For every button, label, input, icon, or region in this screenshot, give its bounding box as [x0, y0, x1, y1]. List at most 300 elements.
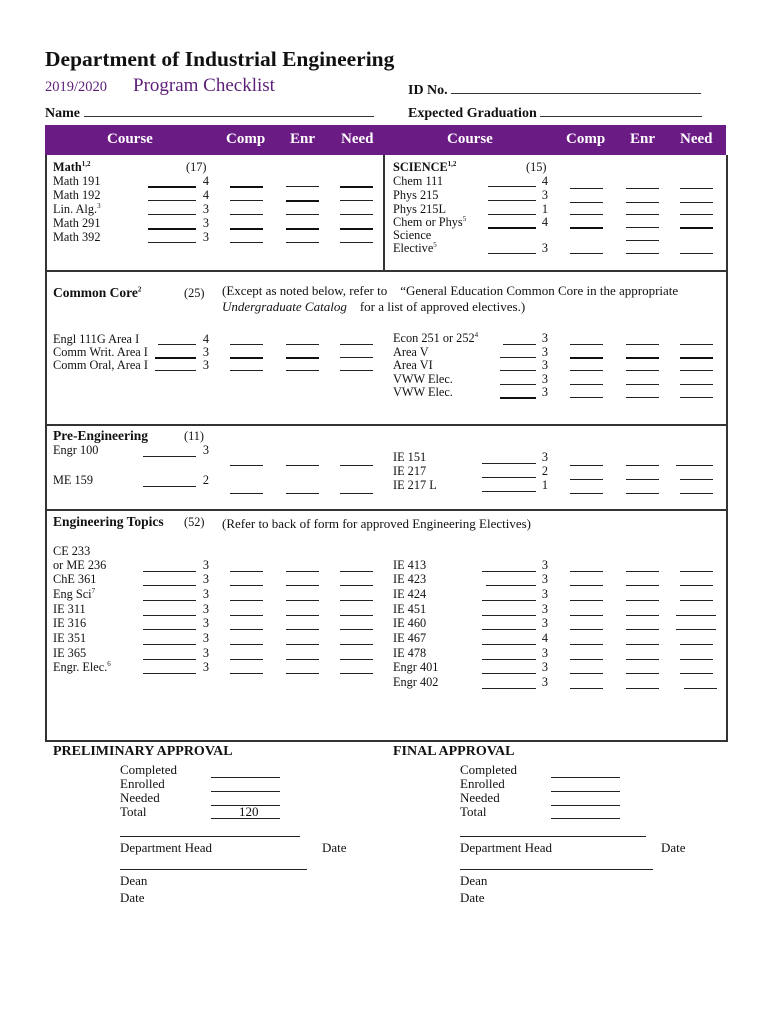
core-credits: 3 — [202, 358, 209, 372]
eng-credits: 3 — [541, 602, 548, 616]
enr-blank[interactable] — [286, 214, 319, 215]
comp-blank[interactable] — [230, 600, 263, 601]
enr-blank[interactable] — [626, 202, 659, 203]
comp-blank[interactable] — [230, 214, 263, 215]
grade-blank[interactable] — [488, 227, 536, 229]
grade-blank[interactable] — [143, 571, 196, 572]
comp-blank[interactable] — [230, 344, 263, 345]
section-divider — [45, 424, 726, 426]
math-course: Math 392 — [53, 230, 101, 244]
comp-blank[interactable] — [570, 397, 603, 398]
enr-blank[interactable] — [286, 465, 319, 466]
pre-eng-course: IE 217 — [393, 464, 427, 478]
enr-blank[interactable] — [626, 370, 659, 371]
eng-credits: 3 — [541, 558, 548, 572]
comp-blank[interactable] — [570, 465, 603, 466]
eng-credits: 3 — [202, 587, 209, 601]
math-course: Math 291 — [53, 216, 101, 230]
final-completed-label: Completed — [460, 762, 518, 777]
need-blank[interactable] — [340, 615, 373, 616]
eng-course: Engr 401 — [393, 660, 439, 674]
column-divider — [383, 155, 385, 270]
need-blank[interactable] — [680, 479, 713, 480]
comp-blank[interactable] — [570, 629, 603, 630]
core-credits: 3 — [541, 331, 548, 345]
eng-credits: 3 — [202, 616, 209, 630]
need-blank[interactable] — [340, 242, 373, 243]
grade-blank[interactable] — [148, 242, 196, 243]
final-needed-field[interactable] — [551, 805, 620, 806]
grade-blank[interactable] — [482, 463, 536, 464]
enr-blank[interactable] — [626, 240, 659, 241]
comp-blank[interactable] — [570, 585, 603, 586]
pre-eng-credits: 2 — [541, 464, 548, 478]
enr-blank[interactable] — [286, 585, 319, 586]
science-course: Phys 215L — [393, 202, 446, 216]
grade-blank[interactable] — [488, 253, 536, 254]
math-credits: 3 — [202, 202, 209, 216]
id-label: ID No. — [408, 83, 448, 98]
core-course: Comm Writ. Area I — [53, 345, 148, 359]
eng-course: IE 316 — [53, 616, 87, 630]
eng-course: Engr 402 — [393, 675, 439, 689]
need-blank[interactable] — [340, 186, 373, 188]
comp-blank[interactable] — [230, 615, 263, 616]
comp-blank[interactable] — [570, 659, 603, 660]
eng-credits: 3 — [541, 660, 548, 674]
prelim-dean-date-label: Date — [120, 890, 145, 905]
grade-blank[interactable] — [482, 673, 536, 674]
enr-blank[interactable] — [626, 188, 659, 189]
comp-blank[interactable] — [570, 615, 603, 616]
common-core-heading: Common Core$^2$ — [53, 285, 142, 300]
comp-blank[interactable] — [570, 344, 603, 345]
need-blank[interactable] — [680, 397, 713, 398]
science-course: Chem 111 — [393, 174, 443, 188]
science-credits: 1 — [541, 202, 548, 216]
eng-course: CE 233 — [53, 544, 91, 558]
grade-blank[interactable] — [148, 186, 196, 188]
grade-blank[interactable] — [482, 644, 536, 645]
final-needed-label: Needed — [460, 790, 500, 805]
enr-blank[interactable] — [626, 615, 659, 616]
enr-blank[interactable] — [286, 615, 319, 616]
enr-blank[interactable] — [286, 659, 319, 660]
comp-blank[interactable] — [230, 242, 263, 243]
core-course: Engl 111G Area I — [53, 332, 140, 346]
grade-blank[interactable] — [482, 600, 536, 601]
prelim-needed-label: Needed — [120, 790, 160, 805]
need-blank[interactable] — [680, 253, 713, 254]
enr-blank[interactable] — [626, 384, 659, 385]
eng-course: IE 311 — [53, 602, 86, 616]
grade-blank[interactable] — [148, 214, 196, 215]
grade-blank[interactable] — [482, 615, 536, 616]
enr-blank[interactable] — [626, 659, 659, 660]
need-blank[interactable] — [340, 600, 373, 601]
expected-graduation-label: Expected Graduation — [408, 106, 537, 121]
need-blank[interactable] — [680, 357, 713, 359]
comp-blank[interactable] — [570, 202, 603, 203]
enr-blank[interactable] — [626, 493, 659, 494]
need-blank[interactable] — [680, 600, 713, 601]
page-title: Department of Industrial Engineering — [45, 47, 395, 71]
id-field[interactable] — [408, 80, 701, 99]
need-blank[interactable] — [684, 688, 717, 689]
core-course: Econ 251 or $252^4$ — [393, 330, 479, 345]
enr-blank[interactable] — [286, 357, 319, 359]
enr-blank[interactable] — [286, 242, 319, 243]
grade-blank[interactable] — [143, 644, 196, 645]
comp-blank[interactable] — [230, 200, 263, 201]
eng-credits: 3 — [202, 602, 209, 616]
core-credits: 3 — [541, 385, 548, 399]
grade-blank[interactable] — [143, 456, 196, 457]
prelim-enrolled-field[interactable] — [211, 791, 280, 792]
enr-blank[interactable] — [286, 228, 319, 230]
pre-eng-course: ME 159 — [53, 473, 93, 487]
math-course: Math 192 — [53, 188, 101, 202]
need-blank[interactable] — [680, 214, 713, 215]
need-blank[interactable] — [680, 644, 713, 645]
comp-blank[interactable] — [570, 227, 603, 229]
need-blank[interactable] — [340, 344, 373, 345]
col-comp-left: Comp — [226, 131, 266, 147]
enr-blank[interactable] — [286, 629, 319, 630]
comp-blank[interactable] — [230, 585, 263, 586]
final-dept-head-label: Department Head — [460, 840, 553, 855]
grade-blank[interactable] — [143, 615, 196, 616]
math-credits: 3 — [202, 230, 209, 244]
final-enrolled-label: Enrolled — [460, 776, 505, 791]
eng-credits: 3 — [541, 616, 548, 630]
enr-blank[interactable] — [626, 688, 659, 689]
grade-blank[interactable] — [143, 486, 196, 487]
academic-year: 2019/2020 — [45, 79, 108, 95]
need-blank[interactable] — [680, 188, 713, 189]
comp-blank[interactable] — [570, 370, 603, 371]
enr-blank[interactable] — [286, 344, 319, 345]
prelim-total-value: 120 — [239, 804, 259, 819]
enr-blank[interactable] — [626, 571, 659, 572]
eng-credits: 3 — [202, 572, 209, 586]
pre-engineering-heading: Pre-Engineering — [53, 428, 148, 443]
col-need-left: Need — [341, 131, 374, 147]
comp-blank[interactable] — [570, 571, 603, 572]
comp-blank[interactable] — [570, 673, 603, 674]
grade-blank[interactable] — [482, 477, 536, 478]
grade-blank[interactable] — [155, 370, 196, 371]
eng-credits: 3 — [202, 646, 209, 660]
col-enr-left: Enr — [290, 131, 316, 147]
core-credits: 3 — [541, 358, 548, 372]
grade-blank[interactable] — [143, 659, 196, 660]
comp-blank[interactable] — [570, 357, 603, 359]
need-blank[interactable] — [680, 370, 713, 371]
need-blank[interactable] — [340, 370, 373, 371]
pre-eng-credits: 2 — [202, 473, 209, 487]
eng-course: IE 423 — [393, 572, 427, 586]
science-credits: 4 — [541, 174, 548, 188]
need-blank[interactable] — [680, 673, 713, 674]
comp-blank[interactable] — [230, 644, 263, 645]
col-course-right: Course — [447, 131, 493, 147]
science-course: Chem or Phys$^5$ — [393, 214, 467, 229]
math-course: Math 191 — [53, 174, 101, 188]
dept-head-signature-line[interactable] — [120, 836, 300, 837]
col-need-right: Need — [680, 131, 713, 147]
final-completed-field[interactable] — [551, 777, 620, 778]
eng-credits: 4 — [541, 631, 548, 645]
enr-blank[interactable] — [286, 673, 319, 674]
prelim-total-label: Total — [120, 804, 147, 819]
prelim-completed-label: Completed — [120, 762, 178, 777]
pre-eng-credits: 3 — [202, 443, 209, 457]
grade-blank[interactable] — [148, 200, 196, 201]
section-divider — [45, 509, 726, 511]
col-enr-right: Enr — [630, 131, 656, 147]
enr-blank[interactable] — [286, 186, 319, 187]
core-credits: 4 — [202, 332, 209, 346]
col-comp-right: Comp — [566, 131, 606, 147]
science-credits: 4 — [541, 215, 548, 229]
grade-blank[interactable] — [482, 629, 536, 630]
need-blank[interactable] — [340, 644, 373, 645]
comp-blank[interactable] — [230, 186, 263, 188]
need-blank[interactable] — [340, 673, 373, 674]
eng-course: IE 467 — [393, 631, 427, 645]
core-course: Comm Oral, Area I — [53, 358, 148, 372]
math-course: Lin. Alg.$^3$ — [53, 201, 101, 216]
comp-blank[interactable] — [570, 214, 603, 215]
grade-blank[interactable] — [143, 629, 196, 630]
enr-blank[interactable] — [286, 200, 319, 202]
grade-blank[interactable] — [488, 186, 536, 187]
need-blank[interactable] — [680, 493, 713, 494]
core-credits: 3 — [541, 372, 548, 386]
final-dean-date-label: Date — [460, 890, 485, 905]
comp-blank[interactable] — [230, 228, 263, 230]
final-approval-heading: FINAL APPROVAL — [393, 744, 515, 759]
grade-blank[interactable] — [143, 585, 196, 586]
engineering-topics-note: (Refer to back of form for approved Engineering Electives) — [222, 516, 531, 531]
science-credits: 3 — [541, 188, 548, 202]
eng-course: IE 424 — [393, 587, 427, 601]
grade-blank[interactable] — [148, 228, 196, 230]
grade-blank[interactable] — [488, 214, 536, 215]
eng-credits: 3 — [541, 572, 548, 586]
checklist-table — [45, 155, 728, 742]
comp-blank[interactable] — [570, 600, 603, 601]
need-blank[interactable] — [680, 227, 713, 229]
need-blank[interactable] — [680, 384, 713, 385]
final-dept-head-signature-line[interactable] — [460, 836, 646, 837]
enr-blank[interactable] — [626, 397, 659, 398]
comp-blank[interactable] — [230, 465, 263, 466]
eng-credits: 3 — [202, 558, 209, 572]
comp-blank[interactable] — [230, 357, 263, 359]
enr-blank[interactable] — [286, 644, 319, 645]
comp-blank[interactable] — [230, 370, 263, 371]
eng-course: Engr. Elec.$^6$ — [53, 659, 111, 674]
core-course: VWW Elec. — [393, 372, 453, 386]
enr-blank[interactable] — [626, 585, 659, 586]
core-credits: 3 — [541, 345, 548, 359]
enr-blank[interactable] — [626, 357, 659, 359]
eng-credits: 3 — [541, 646, 548, 660]
need-blank[interactable] — [340, 571, 373, 572]
enr-blank[interactable] — [286, 600, 319, 601]
need-blank[interactable] — [676, 465, 713, 466]
dean-signature-line[interactable] — [120, 869, 307, 870]
comp-blank[interactable] — [570, 688, 603, 689]
eng-course: IE 451 — [393, 602, 427, 616]
eng-course: IE 460 — [393, 616, 427, 630]
grade-blank[interactable] — [500, 384, 536, 385]
eng-course: ChE 361 — [53, 572, 97, 586]
enr-blank[interactable] — [626, 673, 659, 674]
common-core-total: (25) — [184, 286, 205, 300]
need-blank[interactable] — [676, 629, 716, 630]
eng-course: IE 478 — [393, 646, 427, 660]
science-course: Elective$^5$ — [393, 240, 437, 255]
section-divider — [45, 270, 726, 272]
eng-course: or ME 236 — [53, 558, 107, 572]
comp-blank[interactable] — [570, 188, 603, 189]
grade-blank[interactable] — [482, 571, 536, 572]
math-credits: 4 — [202, 174, 209, 188]
col-course-left: Course — [107, 131, 153, 147]
core-course: Area V — [393, 345, 429, 359]
comp-blank[interactable] — [230, 629, 263, 630]
eng-credits: 3 — [202, 660, 209, 674]
pre-eng-course: IE 217 L — [393, 478, 437, 492]
enr-blank[interactable] — [626, 253, 659, 254]
grade-blank[interactable] — [488, 200, 536, 201]
comp-blank[interactable] — [230, 659, 263, 660]
need-blank[interactable] — [680, 571, 713, 572]
eng-course: IE 365 — [53, 646, 87, 660]
enr-blank[interactable] — [626, 227, 659, 228]
final-dean-signature-line[interactable] — [460, 869, 653, 870]
comp-blank[interactable] — [230, 571, 263, 572]
math-heading: Math$^{1,2}$ — [53, 159, 91, 174]
pre-eng-course: Engr 100 — [53, 443, 99, 457]
eng-course: IE 413 — [393, 558, 427, 572]
comp-blank[interactable] — [570, 253, 603, 254]
science-heading: SCIENCE$^{1,2}$ — [393, 159, 457, 174]
final-enrolled-field[interactable] — [551, 791, 620, 792]
final-dean-label: Dean — [460, 873, 488, 888]
enr-blank[interactable] — [626, 644, 659, 645]
need-blank[interactable] — [680, 585, 713, 586]
eng-credits: 3 — [202, 631, 209, 645]
grade-blank[interactable] — [482, 688, 536, 689]
grade-blank[interactable] — [155, 357, 196, 359]
comp-blank[interactable] — [570, 644, 603, 645]
pre-eng-credits: 1 — [541, 478, 548, 492]
common-core-note: (Except as noted below, refer to “General Education Common Core in the appropriate — [222, 283, 679, 298]
need-blank[interactable] — [680, 659, 713, 660]
enr-blank[interactable] — [626, 629, 659, 630]
need-blank[interactable] — [340, 493, 373, 494]
science-credits: 3 — [541, 241, 548, 255]
need-blank[interactable] — [340, 585, 373, 586]
name-field[interactable] — [45, 103, 374, 122]
grade-blank[interactable] — [486, 585, 536, 586]
prelim-dept-head-label: Department Head — [120, 840, 213, 855]
eng-credits: 3 — [541, 587, 548, 601]
pre-engineering-total: (11) — [184, 429, 205, 443]
enr-blank[interactable] — [286, 370, 319, 371]
prelim-completed-field[interactable] — [211, 777, 280, 778]
science-course: Phys 215 — [393, 188, 439, 202]
enr-blank[interactable] — [626, 600, 659, 601]
need-blank[interactable] — [340, 659, 373, 660]
grade-blank[interactable] — [158, 344, 196, 345]
math-total: (17) — [186, 160, 207, 174]
comp-blank[interactable] — [230, 493, 263, 494]
name-label: Name — [45, 106, 80, 121]
enr-blank[interactable] — [286, 571, 319, 572]
comp-blank[interactable] — [570, 479, 603, 480]
enr-blank[interactable] — [286, 493, 319, 494]
grade-blank[interactable] — [143, 600, 196, 601]
math-credits: 4 — [202, 188, 209, 202]
grade-blank[interactable] — [500, 357, 536, 358]
science-total: (15) — [526, 160, 547, 174]
need-blank[interactable] — [340, 214, 373, 215]
enr-blank[interactable] — [626, 479, 659, 480]
engineering-topics-total: (52) — [184, 515, 205, 529]
grade-blank[interactable] — [143, 673, 196, 674]
eng-course: Eng Sci$^7$ — [53, 586, 96, 601]
need-blank[interactable] — [340, 200, 373, 201]
need-blank[interactable] — [680, 202, 713, 203]
grade-blank[interactable] — [482, 491, 536, 492]
science-course: Science — [393, 228, 432, 242]
prelim-enrolled-label: Enrolled — [120, 776, 165, 791]
comp-blank[interactable] — [230, 673, 263, 674]
grade-blank[interactable] — [482, 659, 536, 660]
engineering-topics-heading: Engineering Topics — [53, 514, 164, 529]
need-blank[interactable] — [340, 228, 373, 230]
need-blank[interactable] — [680, 344, 713, 345]
column-header-bar — [45, 125, 726, 155]
eng-course: IE 351 — [53, 631, 87, 645]
grade-blank[interactable] — [503, 344, 536, 345]
core-credits: 3 — [202, 345, 209, 359]
comp-blank[interactable] — [570, 493, 603, 494]
preliminary-approval-heading: PRELIMINARY APPROVAL — [53, 744, 233, 759]
need-blank[interactable] — [676, 615, 716, 616]
enr-blank[interactable] — [626, 344, 659, 345]
need-blank[interactable] — [340, 629, 373, 630]
grade-blank[interactable] — [500, 397, 536, 399]
eng-credits: 3 — [541, 675, 548, 689]
need-blank[interactable] — [340, 357, 373, 358]
prelim-dean-label: Dean — [120, 873, 148, 888]
comp-blank[interactable] — [570, 384, 603, 385]
final-total-field[interactable] — [551, 818, 620, 819]
expected-graduation-field[interactable] — [408, 103, 702, 122]
grade-blank[interactable] — [500, 370, 536, 371]
enr-blank[interactable] — [626, 214, 659, 215]
enr-blank[interactable] — [626, 465, 659, 466]
core-course: VWW Elec. — [393, 385, 453, 399]
common-core-note-2: Undergraduate Catalog for a list of approved electives.) — [222, 299, 526, 314]
need-blank[interactable] — [340, 465, 373, 466]
